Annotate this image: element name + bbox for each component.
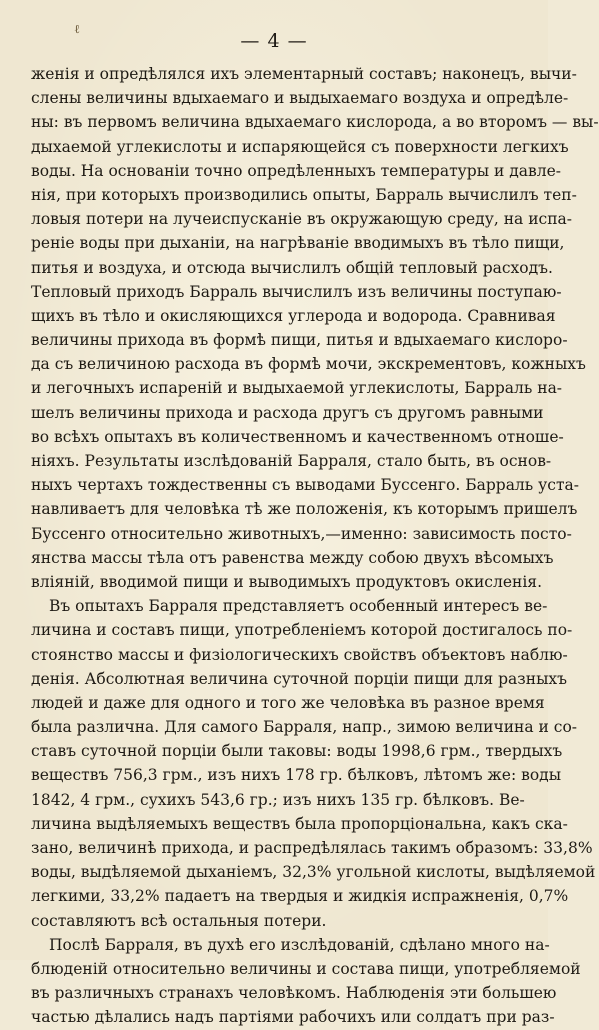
text-line: личина и составъ пищи, употребленіемъ которой достигалось по- bbox=[31, 621, 573, 640]
text-line: ніяхъ. Результаты изслѣдованій Барраля, стало быть, въ основ- bbox=[31, 452, 552, 470]
paragraph-last-line: составляютъ всѣ остальныя потери. bbox=[31, 911, 327, 930]
text-line: воды. На основаніи точно опредѣленныхъ температуры и давле- bbox=[31, 161, 561, 180]
text-line: людей и даже для одного и того же человѣка въ разное время bbox=[31, 693, 545, 712]
page-number: — 4 — bbox=[240, 30, 308, 52]
text-line: зано, величинѣ прихода, и распредѣлялась такимъ образомъ: 33,8% bbox=[31, 839, 593, 857]
text-line: частью дѣлались надъ партіями рабочихъ или солдатъ при раз- bbox=[31, 1008, 555, 1027]
margin-mark: ℓ bbox=[74, 22, 80, 36]
text-line: слены величины вдыхаемаго и выдыхаемаго воздуха и опредѣле- bbox=[31, 89, 569, 108]
text-line: въ различныхъ странахъ человѣкомъ. Наблюденія эти большею bbox=[31, 984, 557, 1003]
paragraph-last-line: вліяній, вводимой пищи и выводимыхъ продуктовъ окисленія. bbox=[31, 572, 542, 591]
text-line: шелъ величины прихода и расхода другъ съ другомъ равными bbox=[31, 403, 544, 422]
text-line: питья и воздуха, и отсюда вычислилъ общій тепловый расходъ. bbox=[31, 258, 553, 277]
text-line: нія, при которыхъ производились опыты, Барраль вычислилъ теп- bbox=[31, 185, 577, 204]
text-line: ны: въ первомъ величина вдыхаемаго кислорода, а во второмъ — вы- bbox=[31, 113, 599, 132]
text-line: веществъ 756,3 грм., изъ нихъ 178 гр. бѣлковъ, лѣтомъ же: воды bbox=[31, 766, 562, 785]
text-line: да съ величиною расхода въ формѣ мочи, экскрементовъ, кожныхъ bbox=[31, 355, 586, 374]
text-line: ловыя потери на лучеиспусканіе въ окружающую среду, на испа- bbox=[31, 210, 573, 229]
text-line: женія и опредѣлялся ихъ элементарный составъ; наконецъ, вычи- bbox=[31, 65, 577, 83]
text-line: личина выдѣляемыхъ веществъ была пропорціональна, какъ ска- bbox=[31, 814, 568, 833]
text-line: щихъ въ тѣло и окисляющихся углерода и водорода. Сравнивая bbox=[31, 306, 556, 325]
text-line: Буссенго относительно животныхъ,—именно: зависимость посто- bbox=[31, 524, 572, 543]
text-line: ныхъ чертахъ тождественны съ выводами Буссенго. Барраль уста- bbox=[31, 476, 580, 495]
text-line: блюденій относительно величины и состава пищи, употребляемой bbox=[31, 959, 581, 978]
text-line: во всѣхъ опытахъ въ количественномъ и качественномъ отноше- bbox=[31, 427, 564, 446]
text-line: янства массы тѣла отъ равенства между собою двухъ вѣсомыхъ bbox=[31, 548, 554, 567]
text-line: реніе воды при дыханіи, на нагрѣваніе вводимыхъ въ тѣло пищи, bbox=[31, 234, 565, 253]
body-text bbox=[31, 62, 599, 1030]
paragraph-first-line: Въ опытахъ Барраля представляетъ особенный интересъ ве- bbox=[49, 597, 548, 616]
text-line: навливаетъ для человѣка тѣ же положенія, къ которымъ пришелъ bbox=[31, 500, 578, 519]
text-line: легкими, 33,2% падаетъ на твердыя и жидкія испражненія, 0,7% bbox=[31, 887, 569, 906]
text-line: стоянство массы и физіологическихъ свойствъ объектовъ наблю- bbox=[31, 645, 568, 664]
paragraph-first-line: Послѣ Барраля, въ духѣ его изслѣдованій, сдѣлано много на- bbox=[49, 935, 550, 954]
text-line: Тепловый приходъ Барраль вычислилъ изъ величины поступаю- bbox=[31, 282, 562, 301]
text-line: денія. Абсолютная величина суточной порціи пищи для разныхъ bbox=[31, 669, 568, 688]
text-line: воды, выдѣляемой дыханіемъ, 32,3% угольной кислоты, выдѣляемой bbox=[31, 863, 596, 882]
text-line: и легочныхъ испареній и выдыхаемой углекислоты, Барраль на- bbox=[31, 379, 563, 398]
text-line: ставъ суточной порціи были таковы: воды 1998,6 грм., твердыхъ bbox=[31, 742, 563, 761]
text-line: дыхаемой углекислоты и испаряющейся съ поверхности легкихъ bbox=[31, 137, 569, 156]
text-line: 1842, 4 грм., сухихъ 543,6 гр.; изъ нихъ 135 гр. бѣлковъ. Ве- bbox=[31, 790, 525, 809]
text-line: величины прихода въ формѣ пищи, питья и вдыхаемаго кислоро- bbox=[31, 331, 568, 350]
text-line: была различна. Для самого Барраля, напр., зимою величина и со- bbox=[31, 718, 578, 737]
